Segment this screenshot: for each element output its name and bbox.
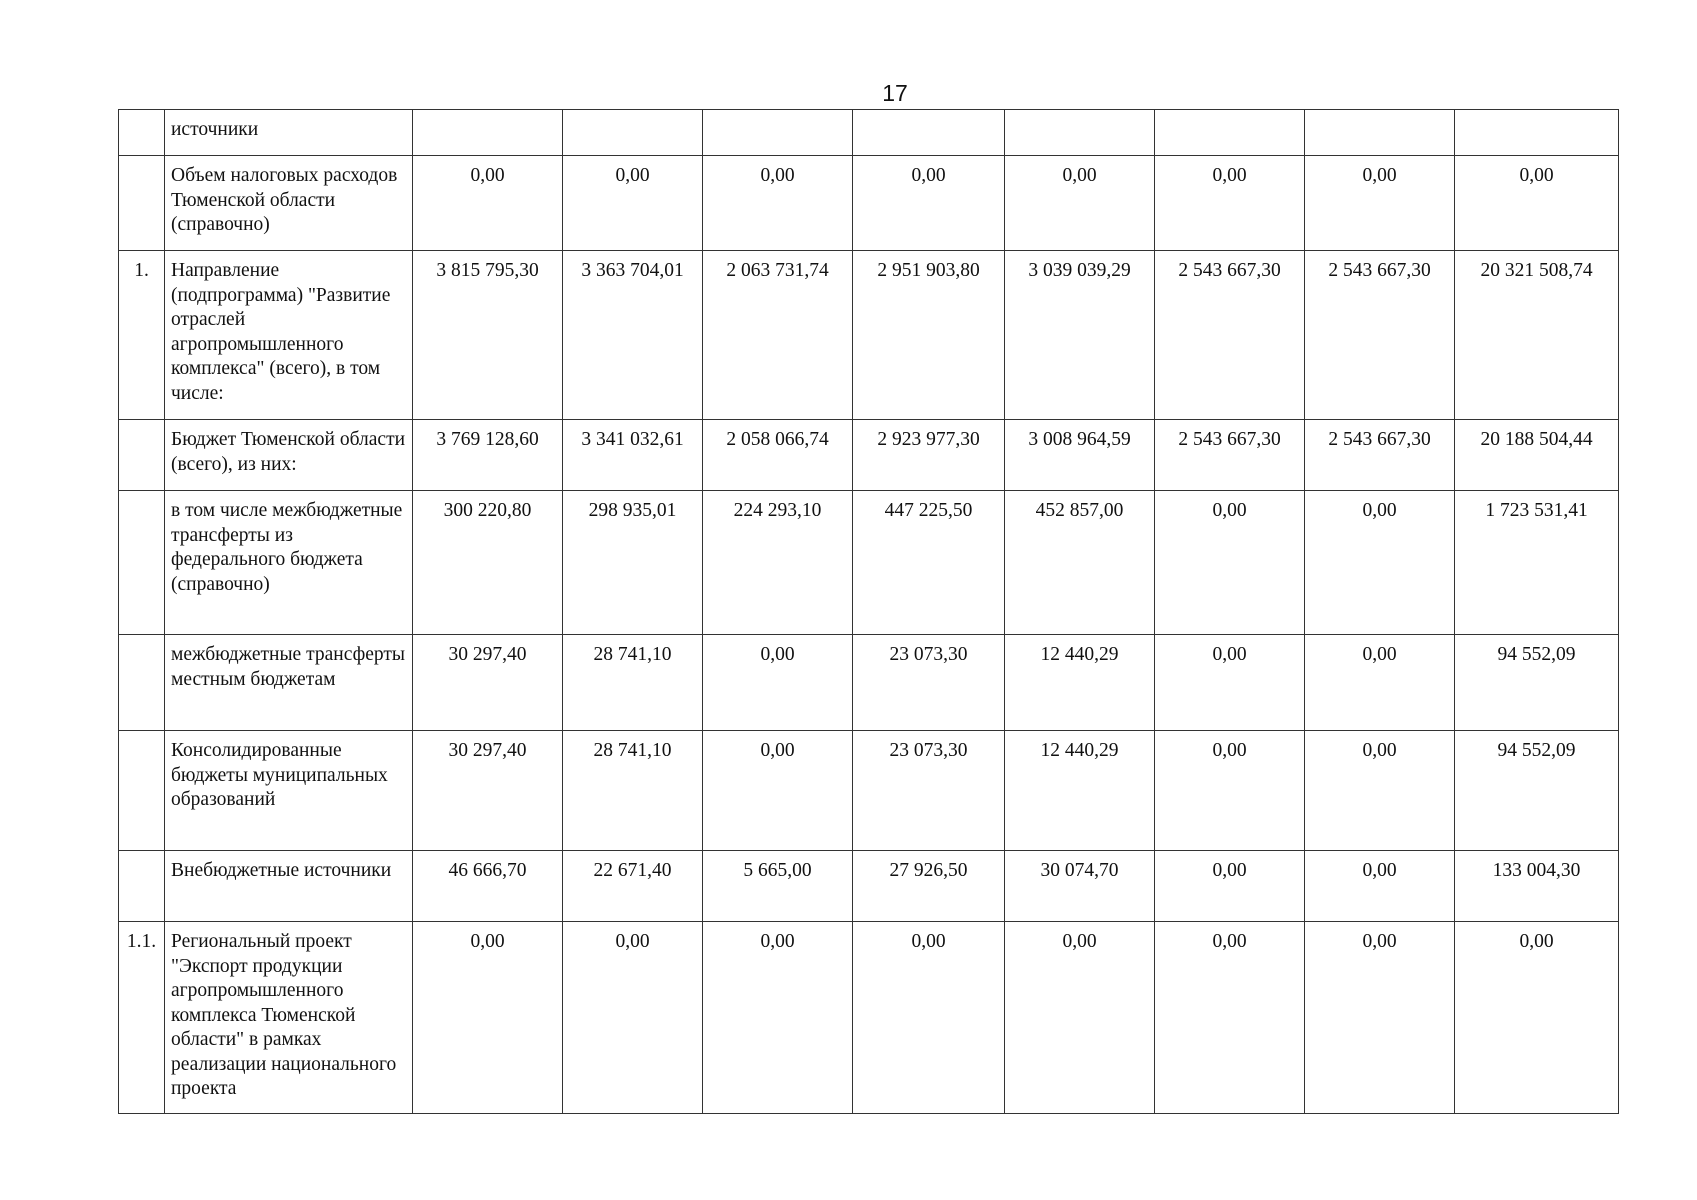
value-cell: 3 363 704,01 <box>563 251 703 420</box>
row-number <box>119 420 165 491</box>
value-cell: 224 293,10 <box>703 491 853 635</box>
value-cell: 3 039 039,29 <box>1005 251 1155 420</box>
table-row <box>119 851 1619 922</box>
table-body <box>119 110 1619 1114</box>
value-cell: 298 935,01 <box>563 491 703 635</box>
row-name: межбюджетные трансферты местным бюджетам <box>165 635 413 731</box>
value-cell: 30 074,70 <box>1005 851 1155 922</box>
value-cell: 0,00 <box>1305 851 1455 922</box>
value-cell: 447 225,50 <box>853 491 1005 635</box>
table-row <box>119 635 1619 731</box>
value-cell: 0,00 <box>1005 922 1155 1114</box>
value-cell: 0,00 <box>563 156 703 251</box>
value-cell: 0,00 <box>1305 156 1455 251</box>
value-cell: 46 666,70 <box>413 851 563 922</box>
row-number: 1. <box>119 251 165 420</box>
row-name: Консолидированные бюджеты муниципальных образований <box>165 731 413 851</box>
row-name: Внебюджетные источники <box>165 851 413 922</box>
value-cell: 3 769 128,60 <box>413 420 563 491</box>
row-number <box>119 635 165 731</box>
value-cell-total: 20 188 504,44 <box>1455 420 1619 491</box>
value-cell: 0,00 <box>1155 635 1305 731</box>
row-number <box>119 156 165 251</box>
row-name: Региональный проект "Экспорт продукции агропромышленного комплекса Тюменской области" в рамках реализации национального проекта <box>165 922 413 1114</box>
value-cell-total: 20 321 508,74 <box>1455 251 1619 420</box>
value-cell: 0,00 <box>1305 491 1455 635</box>
budget-table <box>118 109 1619 1114</box>
value-cell <box>563 110 703 156</box>
value-cell: 2 543 667,30 <box>1305 420 1455 491</box>
value-cell: 0,00 <box>853 156 1005 251</box>
value-cell: 0,00 <box>413 156 563 251</box>
row-number <box>119 491 165 635</box>
value-cell: 0,00 <box>1155 851 1305 922</box>
value-cell: 0,00 <box>1155 491 1305 635</box>
value-cell: 0,00 <box>703 922 853 1114</box>
value-cell: 12 440,29 <box>1005 731 1155 851</box>
value-cell: 0,00 <box>703 731 853 851</box>
value-cell: 30 297,40 <box>413 731 563 851</box>
value-cell: 0,00 <box>1005 156 1155 251</box>
row-name: источники <box>165 110 413 156</box>
value-cell: 0,00 <box>563 922 703 1114</box>
value-cell: 12 440,29 <box>1005 635 1155 731</box>
value-cell: 0,00 <box>703 635 853 731</box>
value-cell <box>853 110 1005 156</box>
value-cell <box>1155 110 1305 156</box>
value-cell: 28 741,10 <box>563 635 703 731</box>
value-cell: 2 923 977,30 <box>853 420 1005 491</box>
value-cell: 5 665,00 <box>703 851 853 922</box>
value-cell: 3 815 795,30 <box>413 251 563 420</box>
row-number <box>119 110 165 156</box>
table-row <box>119 110 1619 156</box>
value-cell: 0,00 <box>1305 731 1455 851</box>
row-name: Бюджет Тюменской области (всего), из них: <box>165 420 413 491</box>
row-number <box>119 851 165 922</box>
row-number: 1.1. <box>119 922 165 1114</box>
value-cell: 2 543 667,30 <box>1305 251 1455 420</box>
value-cell: 0,00 <box>1155 156 1305 251</box>
value-cell: 2 543 667,30 <box>1155 251 1305 420</box>
table-row <box>119 731 1619 851</box>
value-cell: 2 951 903,80 <box>853 251 1005 420</box>
value-cell: 2 058 066,74 <box>703 420 853 491</box>
value-cell-total: 94 552,09 <box>1455 635 1619 731</box>
page-number: 17 <box>882 80 908 106</box>
value-cell: 0,00 <box>1155 731 1305 851</box>
value-cell: 300 220,80 <box>413 491 563 635</box>
value-cell-total: 0,00 <box>1455 156 1619 251</box>
value-cell: 0,00 <box>1155 922 1305 1114</box>
table-row <box>119 156 1619 251</box>
value-cell: 0,00 <box>703 156 853 251</box>
value-cell: 0,00 <box>1305 635 1455 731</box>
row-name: Объем налоговых расходов Тюменской области (справочно) <box>165 156 413 251</box>
value-cell: 2 543 667,30 <box>1155 420 1305 491</box>
value-cell: 3 341 032,61 <box>563 420 703 491</box>
value-cell: 0,00 <box>1305 922 1455 1114</box>
value-cell <box>1005 110 1155 156</box>
value-cell: 2 063 731,74 <box>703 251 853 420</box>
value-cell: 0,00 <box>413 922 563 1114</box>
table-row <box>119 420 1619 491</box>
table-row <box>119 922 1619 1114</box>
value-cell-total: 94 552,09 <box>1455 731 1619 851</box>
value-cell-total <box>1455 110 1619 156</box>
value-cell: 23 073,30 <box>853 731 1005 851</box>
row-number <box>119 731 165 851</box>
value-cell: 3 008 964,59 <box>1005 420 1155 491</box>
value-cell <box>703 110 853 156</box>
value-cell: 23 073,30 <box>853 635 1005 731</box>
value-cell <box>413 110 563 156</box>
value-cell: 28 741,10 <box>563 731 703 851</box>
value-cell <box>1305 110 1455 156</box>
table-row <box>119 491 1619 635</box>
value-cell-total: 0,00 <box>1455 922 1619 1114</box>
table-row <box>119 251 1619 420</box>
value-cell: 22 671,40 <box>563 851 703 922</box>
row-name: Направление (подпрограмма) "Развитие отраслей агропромышленного комплекса" (всего), в том числе: <box>165 251 413 420</box>
value-cell: 452 857,00 <box>1005 491 1155 635</box>
value-cell: 0,00 <box>853 922 1005 1114</box>
value-cell-total: 1 723 531,41 <box>1455 491 1619 635</box>
value-cell-total: 133 004,30 <box>1455 851 1619 922</box>
row-name: в том числе межбюджетные трансферты из федерального бюджета (справочно) <box>165 491 413 635</box>
value-cell: 30 297,40 <box>413 635 563 731</box>
value-cell: 27 926,50 <box>853 851 1005 922</box>
